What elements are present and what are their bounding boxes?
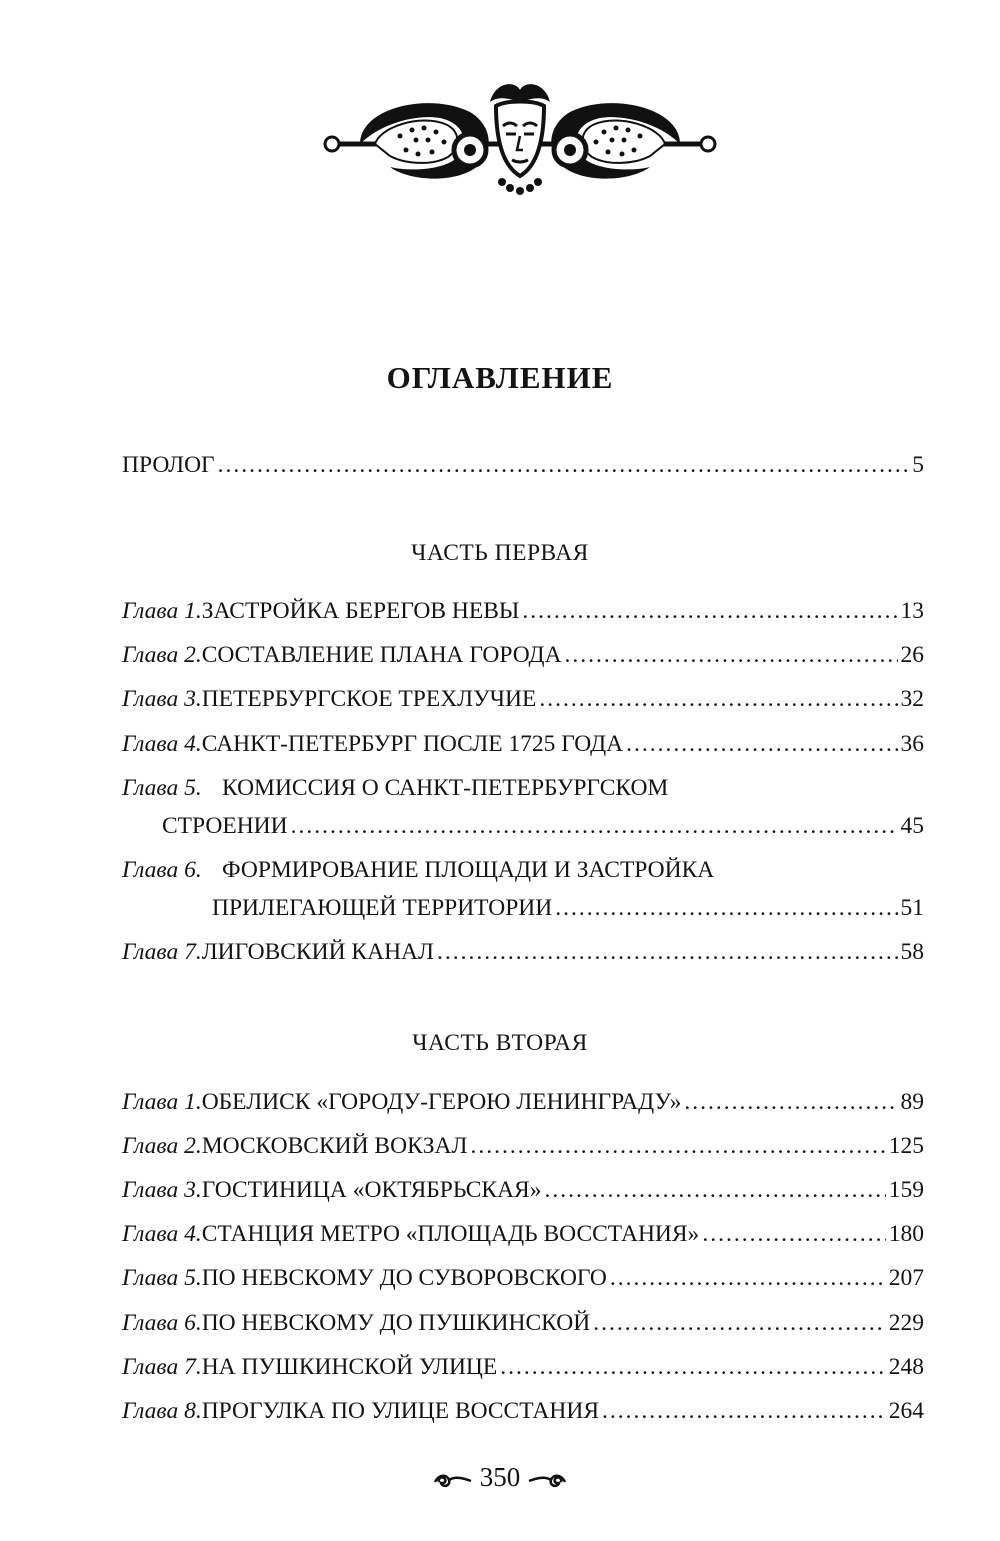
entry-title: ГОСТИНИЦА «ОКТЯБРЬСКАЯ» [201, 1177, 542, 1203]
dot-leader [684, 1089, 897, 1116]
entry-page: 45 [900, 813, 924, 839]
toc-entry[interactable] [122, 686, 924, 726]
toc-entry-line1[interactable] [122, 775, 924, 815]
toc-entry[interactable] [122, 598, 924, 638]
dot-leader [555, 895, 897, 922]
toc-entry-line2[interactable] [212, 895, 924, 935]
toc-entry[interactable] [122, 1089, 924, 1129]
chapter-label: Глава 5. [122, 775, 202, 801]
entry-page: 36 [900, 731, 924, 757]
chapter-label: Глава 3. [122, 686, 202, 712]
dot-leader [626, 731, 897, 758]
entry-title: МОСКОВСКИЙ ВОКЗАЛ [201, 1133, 468, 1159]
toc-entry[interactable] [122, 1398, 924, 1438]
toc-entry[interactable] [122, 642, 924, 682]
entry-page: 13 [900, 598, 924, 624]
entry-title: ОБЕЛИСК «ГОРОДУ-ГЕРОЮ ЛЕНИНГРАДУ» [201, 1089, 682, 1115]
toc-entry[interactable] [122, 1265, 924, 1305]
entry-title: НА ПУШКИНСКОЙ УЛИЦЕ [201, 1354, 498, 1380]
entry-page: 26 [900, 642, 924, 668]
toc-entry-line1[interactable] [122, 857, 924, 897]
entry-title: ЗАСТРОЙКА БЕРЕГОВ НЕВЫ [201, 598, 520, 624]
dot-leader [702, 1221, 885, 1248]
chapter-label: Глава 8. [122, 1398, 202, 1424]
dot-leader [218, 452, 910, 479]
page-title: ОГЛАВЛЕНИЕ [386, 360, 614, 395]
dot-leader [291, 813, 898, 840]
entry-title: ПО НЕВСКОМУ ДО СУВОРОВСКОГО [201, 1265, 607, 1291]
entry-page: 207 [888, 1265, 924, 1291]
chapter-label: Глава 4. [122, 1221, 202, 1247]
dot-leader [437, 939, 898, 966]
toc-entry[interactable] [122, 731, 924, 771]
toc-entry[interactable] [122, 1177, 924, 1217]
entry-title: СТАНЦИЯ МЕТРО «ПЛОЩАДЬ ВОССТАНИЯ» [201, 1221, 700, 1247]
dot-leader [522, 598, 897, 625]
chapter-label: Глава 7. [122, 939, 202, 965]
entry-title-continued: ПРИЛЕГАЮЩЕЙ ТЕРРИТОРИИ [212, 895, 553, 921]
dot-leader [539, 686, 897, 713]
entry-title: ФОРМИРОВАНИЕ ПЛОЩАДИ И ЗАСТРОЙКА [222, 857, 715, 883]
entry-page: 180 [888, 1221, 924, 1247]
toc-entry[interactable] [122, 1221, 924, 1261]
toc-entry[interactable] [122, 1354, 924, 1394]
dot-leader [470, 1133, 885, 1160]
right-swash-icon [527, 1470, 567, 1490]
dot-leader [565, 642, 898, 669]
part-heading: ЧАСТЬ ВТОРАЯ [412, 1030, 588, 1056]
entry-page: 125 [888, 1133, 924, 1159]
chapter-label: Глава 1. [122, 1089, 202, 1115]
entry-title: САНКТ-ПЕТЕРБУРГ ПОСЛЕ 1725 ГОДА [201, 731, 624, 757]
entry-title: КОМИССИЯ О САНКТ-ПЕТЕРБУРГСКОМ [222, 775, 669, 801]
entry-title-continued: СТРОЕНИИ [162, 813, 288, 839]
chapter-label: Глава 7. [122, 1354, 202, 1380]
dot-leader [610, 1265, 886, 1292]
entry-title: ЛИГОВСКИЙ КАНАЛ [201, 939, 434, 965]
entry-page: 229 [888, 1310, 924, 1336]
entry-page: 58 [900, 939, 924, 965]
entry-page: 89 [900, 1089, 924, 1115]
toc-entry-prolog[interactable] [122, 452, 924, 492]
toc-entry[interactable] [122, 939, 924, 979]
dot-leader [544, 1177, 885, 1204]
page-number-footer [0, 1462, 1000, 1493]
entry-page: 248 [888, 1354, 924, 1380]
toc-entry-line2[interactable] [162, 813, 924, 853]
entry-title: ПРОГУЛКА ПО УЛИЦЕ ВОССТАНИЯ [201, 1398, 599, 1424]
chapter-label: Глава 2. [122, 642, 202, 668]
entry-page: 159 [888, 1177, 924, 1203]
chapter-label: Глава 5. [122, 1265, 202, 1291]
chapter-label: Глава 4. [122, 731, 202, 757]
toc-entry[interactable] [122, 1310, 924, 1350]
entry-page: 5 [912, 452, 924, 478]
chapter-label: Глава 1. [122, 598, 202, 624]
part-heading: ЧАСТЬ ПЕРВАЯ [411, 540, 589, 566]
chapter-label: Глава 6. [122, 1310, 202, 1336]
entry-title: ПЕТЕРБУРГСКОЕ ТРЕХЛУЧИЕ [201, 686, 537, 712]
entry-page: 264 [888, 1398, 924, 1424]
chapter-label: Глава 3. [122, 1177, 202, 1203]
entry-page: 32 [900, 686, 924, 712]
dot-leader [593, 1310, 886, 1337]
dot-leader [500, 1354, 885, 1381]
chapter-label: Глава 6. [122, 857, 202, 883]
chapter-label: Глава 2. [122, 1133, 202, 1159]
dot-leader [602, 1398, 886, 1425]
left-swash-icon [433, 1470, 473, 1490]
ornament-headpiece-icon [320, 72, 720, 212]
entry-title: ПО НЕВСКОМУ ДО ПУШКИНСКОЙ [201, 1310, 591, 1336]
page-number: 350 [479, 1462, 521, 1492]
entry-title: СОСТАВЛЕНИЕ ПЛАНА ГОРОДА [201, 642, 562, 668]
entry-page: 51 [900, 895, 924, 921]
toc-entry[interactable] [122, 1133, 924, 1173]
entry-title: ПРОЛОГ [122, 452, 215, 478]
